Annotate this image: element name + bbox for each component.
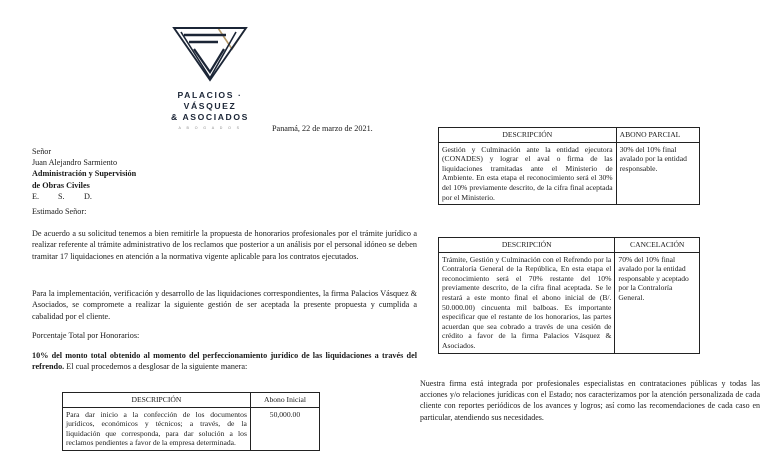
cell-descripcion: Gestión y Culminación ante la entidad ejecutora (CONADES) y lograr el aval o firma de las liquidaciones tramitadas ante el Ministerio de Ambiente. En esta etapa el reconocimiento será el 30% del 10% previamente descrito, de la cifra final aceptada por el Ministerio. (439, 142, 617, 205)
cell-descripcion: Trámite, Gestión y Culminación con el Refrendo por la Contraloría General de la República, En esta etapa el reconocimiento será el 70% restante del 10% previamente descrito, de la cifra final aceptada. Se le restará a este monto final el abono inicial de (B/. 50.000.00) cincuenta mil balboas. Es importante especificar que el restante de los honorarios, las partes acuerdan que sea cobrado a través de una cesión de crédito a favor de la firma Palacios Vásquez & Asociados. (439, 252, 615, 353)
esd-s: S. (58, 191, 65, 201)
firm-name-line2: & ASOCIADOS (171, 112, 249, 122)
addressee-salutation-title: Señor (32, 147, 52, 156)
column-header-cancelacion: CANCELACIÓN (615, 238, 700, 253)
closing-paragraph: Nuestra firma está integrada por profesionales especialistas en contrataciones públicas y todas las acciones y/o relaciones jurídicas con el Estado; nos caracterizamos por la atención personalizada de cada cliente con reportes periódicos de los avances y logros; así como las recomendaciones de cada caso en particular, atendiendo sus necesidades. (420, 379, 760, 422)
addressee-block (32, 146, 252, 202)
firm-tagline: A B O G A D O S (178, 126, 242, 130)
cell-valor: 70% del 10% final avalado por la entidad responsable y aceptado por la Contraloría General. (615, 252, 700, 353)
table-row (439, 142, 700, 205)
column-header-abono-parcial: ABONO PARCIAL (616, 128, 699, 143)
letterhead (150, 22, 270, 130)
addressee-esd (32, 191, 252, 202)
table-cancelacion (438, 237, 700, 354)
table-header-row (63, 393, 320, 408)
addressee-org-line2: de Obras Civiles (32, 180, 90, 190)
body-paragraph-2: Para la implementación, verificación y desarrollo de las liquidaciones correspondientes, la firma Palacios Vásquez & Asociados, se compromete a realizar la siguiente gestión de ser aceptada la presente propuesta y cumplida a cabalidad por el cliente. (32, 289, 417, 321)
esd-e: E. (32, 191, 40, 201)
table-row (63, 407, 320, 450)
column-header-abono-inicial: Abono Inicial (250, 393, 319, 408)
fee-statement-rest: El cual procedemos a desglosar de la siguiente manera: (64, 362, 248, 372)
addressee-name: Juan Alejandro Sarmiento (32, 158, 118, 168)
column-header-descripcion: DESCRIPCIÓN (439, 238, 615, 253)
table-header-row (439, 238, 700, 253)
addressee-org-line1: Administración y Supervisión (32, 169, 137, 179)
triangle-monogram-logo-icon (168, 22, 252, 84)
body-paragraph-1: De acuerdo a su solicitud tenemos a bien remitirle la propuesta de honorarios profesionales por el trámite jurídico a realizar referente al trámite administrativo de los reclamos que posterior a un análisis por el personal idóneo se deben tramitar 17 liquidaciones en atención a la normativa vigente aplicable para los contratos ejecutados. (32, 229, 417, 261)
percentage-total-label: Porcentaje Total por Honorarios: (32, 331, 140, 340)
fee-statement (32, 350, 417, 373)
column-header-descripcion: DESCRIPCIÓN (439, 128, 617, 143)
table-row (439, 252, 700, 353)
cell-descripcion: Para dar inicio a la confección de los documentos jurídicos, económicos y técnicos; a través, de la liquidación que corresponda, para dar solución a los reclamos pendientes a favor de la empresa determinada. (63, 407, 251, 450)
column-header-descripcion: DESCRIPCIÓN (63, 393, 251, 408)
firm-name-line1: PALACIOS · VÁSQUEZ (177, 90, 243, 111)
fee-statement-bold: 10% del monto total obtenido al momento del perfeccionamiento jurídico de las liquidaciones a través del refrendo. (32, 351, 417, 372)
letter-greeting: Estimado Señor: (32, 207, 87, 216)
table-abono-inicial (62, 392, 320, 451)
cell-valor: 30% del 10% final avalado por la entidad responsable. (616, 142, 699, 205)
letter-date: Panamá, 22 de marzo de 2021. (272, 124, 373, 133)
esd-d: D. (84, 191, 92, 201)
table-abono-parcial (438, 127, 700, 205)
cell-valor: 50,000.00 (250, 407, 319, 450)
table-header-row (439, 128, 700, 143)
